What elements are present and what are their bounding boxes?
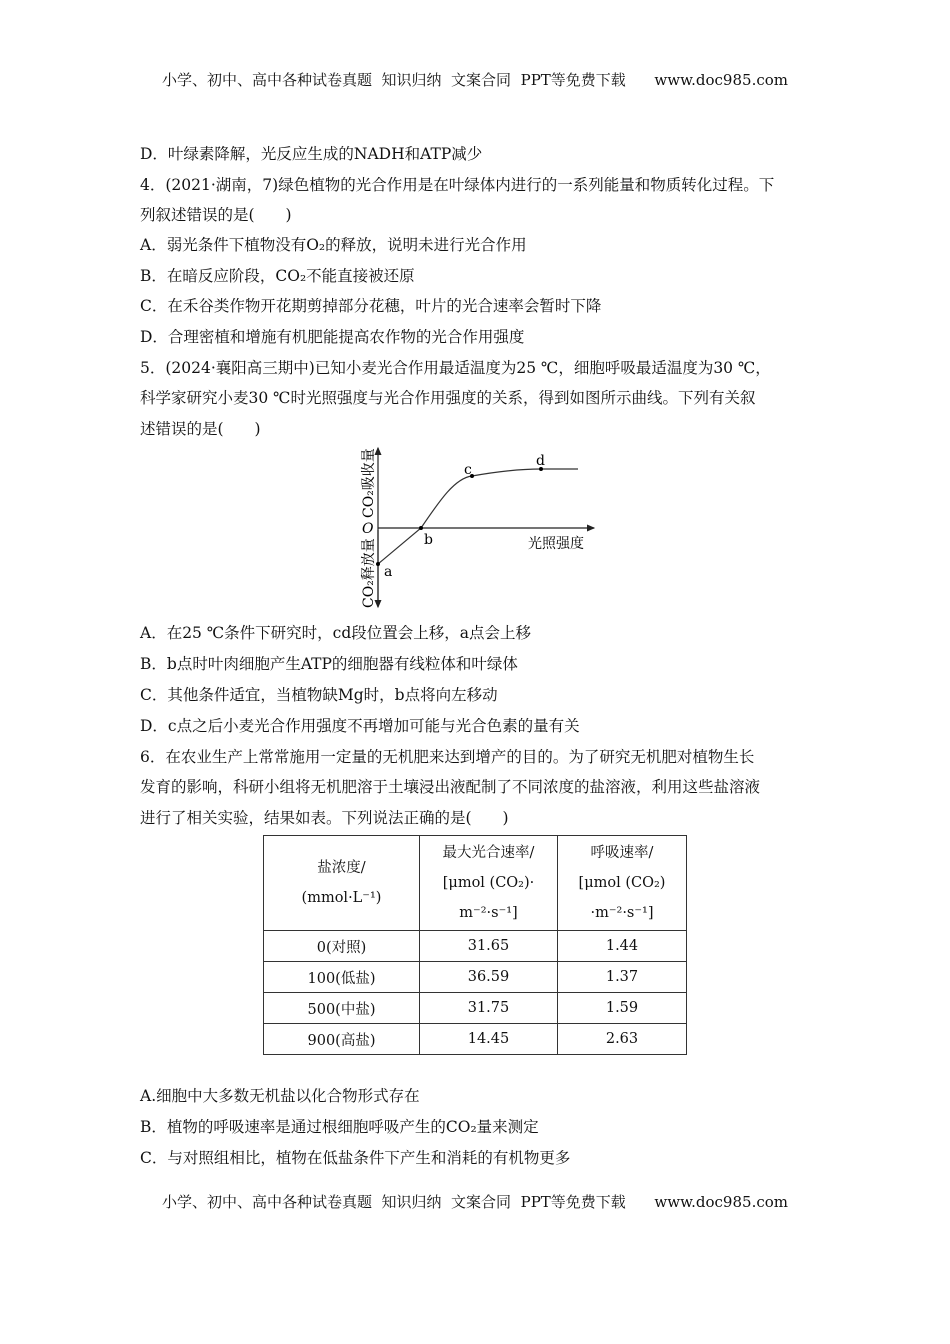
option-4b: B．在暗反应阶段，CO₂不能直接被还原 (140, 267, 415, 285)
label-a: a (384, 564, 393, 580)
header-photosynthesis: 最大光合速率/ [μmol (CO₂)· m⁻²·s⁻¹] (420, 836, 558, 931)
table-header-row (264, 836, 687, 931)
option-6c: C．与对照组相比，植物在低盐条件下产生和消耗的有机物更多 (140, 1149, 571, 1167)
option-4a: A．弱光条件下植物没有O₂的释放，说明未进行光合作用 (140, 236, 527, 254)
question-6-stem-cont2: 进行了相关实验，结果如表。下列说法正确的是( ) (140, 809, 509, 827)
header-respiration: 呼吸速率/ [μmol (CO₂) ·m⁻²·s⁻¹] (558, 836, 687, 931)
x-axis-label: 光照强度 (528, 536, 584, 552)
light-intensity-graph (0, 0, 950, 620)
label-b: b (424, 532, 433, 548)
question-5-stem-cont2: 述错误的是( ) (140, 420, 261, 438)
question-5-stem: 5．(2024·襄阳高三期中)已知小麦光合作用最适温度为25 ℃，细胞呼吸最适温度为30 ℃， (140, 359, 771, 377)
y-axis-label-down: CO₂释放量 (361, 538, 377, 608)
salt-concentration-table (263, 835, 687, 1055)
question-6-stem: 6．在农业生产上常常施用一定量的无机肥来达到增产的目的。为了研究无机肥对植物生长 (140, 748, 755, 766)
option-4c: C．在禾谷类作物开花期剪掉部分花穗，叶片的光合速率会暂时下降 (140, 297, 602, 315)
table-row: 100(低盐) 36.59 1.37 (264, 962, 687, 993)
option-4d: D．合理密植和增施有机肥能提高农作物的光合作用强度 (140, 328, 525, 346)
label-c: c (464, 462, 472, 478)
option-6b: B．植物的呼吸速率是通过根细胞呼吸产生的CO₂量来测定 (140, 1118, 539, 1136)
option-3d: D．叶绿素降解，光反应生成的NADH和ATP减少 (140, 145, 483, 163)
option-5c: C．其他条件适宜，当植物缺Mg时，b点将向左移动 (140, 686, 498, 704)
y-axis-label-up: CO₂吸收量 (361, 448, 377, 518)
question-6-stem-cont: 发育的影响，科研小组将无机肥溶于土壤浸出液配制了不同浓度的盐溶液，利用这些盐溶液 (140, 778, 761, 796)
option-5a: A．在25 ℃条件下研究时，cd段位置会上移，a点会上移 (140, 624, 532, 642)
header-salt: 盐浓度/ (mmol·L⁻¹) (264, 836, 420, 931)
option-6a: A.细胞中大多数无机盐以化合物形式存在 (140, 1087, 420, 1105)
question-4-stem: 4．(2021·湖南，7)绿色植物的光合作用是在叶绿体内进行的一系列能量和物质转化过程。下 (140, 176, 775, 194)
table-row: 0(对照) 31.65 1.44 (264, 931, 687, 962)
option-5d: D．c点之后小麦光合作用强度不再增加可能与光合色素的量有关 (140, 717, 580, 735)
table-row: 900(高盐) 14.45 2.63 (264, 1024, 687, 1055)
question-5-stem-cont: 科学家研究小麦30 ℃时光照强度与光合作用强度的关系，得到如图所示曲线。下列有关叙 (140, 389, 756, 407)
origin-label: O (362, 521, 374, 537)
point-b (419, 526, 423, 530)
question-4-stem-cont: 列叙述错误的是( ) (140, 206, 292, 224)
option-5b: B．b点时叶肉细胞产生ATP的细胞器有线粒体和叶绿体 (140, 655, 518, 673)
label-d: d (536, 453, 545, 469)
page-footer: 小学、初中、高中各种试卷真题 知识归纳 文案合同 PPT等免费下载 www.doc985.com (161, 1193, 788, 1211)
page-header: 小学、初中、高中各种试卷真题 知识归纳 文案合同 PPT等免费下载 www.doc985.com (161, 71, 788, 89)
table-row: 500(中盐) 31.75 1.59 (264, 993, 687, 1024)
